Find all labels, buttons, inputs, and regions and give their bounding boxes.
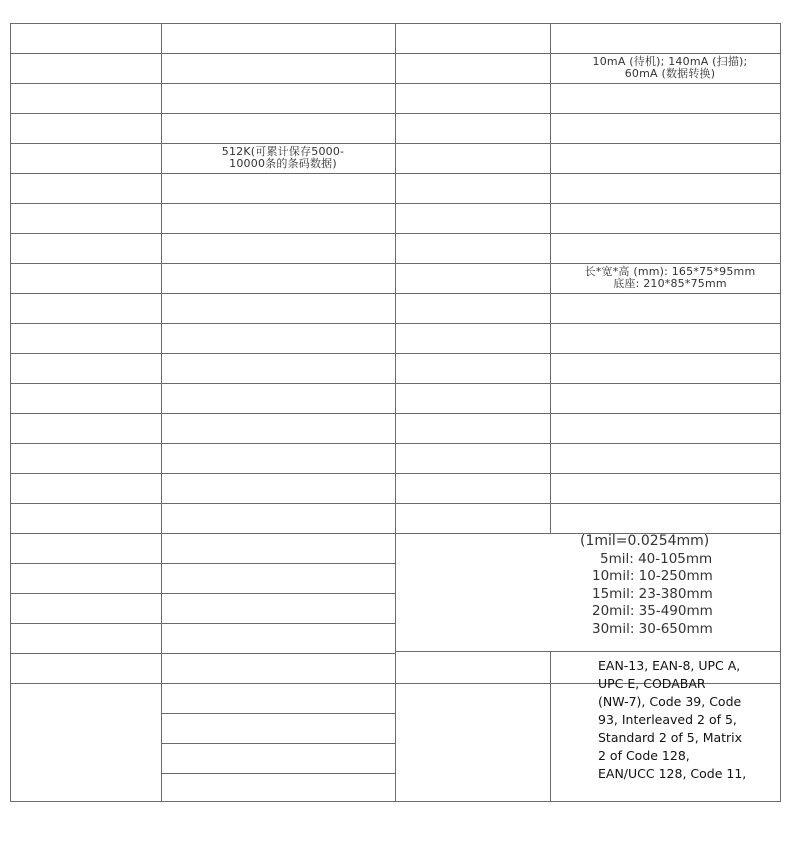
spec-value	[550, 293, 780, 323]
led-item	[161, 683, 395, 713]
spec-value	[161, 653, 395, 683]
spec-label	[395, 263, 550, 293]
spec-label	[10, 173, 161, 203]
led-item	[161, 713, 395, 743]
spec-value-line: 10mA (待机); 140mA (扫描);	[592, 55, 748, 68]
spec-label	[395, 323, 550, 353]
spec-label	[10, 353, 161, 383]
spec-label	[10, 23, 161, 53]
spec-label	[10, 653, 161, 683]
spec-value	[161, 293, 395, 323]
spec-label	[395, 233, 550, 263]
spec-value	[550, 233, 780, 263]
led-item	[161, 743, 395, 773]
spec-label	[10, 623, 161, 653]
spec-label	[10, 263, 161, 293]
spec-value	[161, 83, 395, 113]
spec-value	[550, 413, 780, 443]
spec-label	[395, 383, 550, 413]
spec-value-line: 60mA (数据转换)	[624, 67, 716, 80]
spec-value	[550, 143, 780, 173]
dof-line: (1mil=0.0254mm)	[580, 533, 710, 549]
spec-value	[161, 353, 395, 383]
spec-label	[395, 503, 550, 533]
spec-value	[550, 323, 780, 353]
spec-value	[161, 23, 395, 53]
table-rule-v	[780, 23, 781, 802]
spec-value-line: 底座: 210*85*75mm	[613, 277, 727, 290]
spec-label	[10, 293, 161, 323]
dof-line: 15mil: 23-380mm	[592, 585, 713, 602]
spec-label	[395, 203, 550, 233]
spec-label	[10, 413, 161, 443]
spec-label	[395, 23, 550, 53]
led-label	[10, 683, 161, 801]
spec-value-line: 10000条的条码数据)	[229, 157, 337, 170]
spec-value	[161, 383, 395, 413]
spec-value	[161, 233, 395, 263]
spec-value	[550, 263, 780, 293]
spec-value	[550, 473, 780, 503]
spec-label	[395, 473, 550, 503]
dof-line: 10mil: 10-250mm	[592, 568, 713, 584]
decode-line: EAN-13, EAN-8, UPC A,	[598, 658, 741, 673]
decode-label	[395, 651, 550, 801]
spec-value	[550, 203, 780, 233]
spec-value	[550, 173, 780, 203]
spec-value	[161, 623, 395, 653]
spec-label	[395, 113, 550, 143]
spec-value	[161, 503, 395, 533]
spec-label	[10, 143, 161, 173]
spec-value-line: 长*宽*高 (mm): 165*75*95mm	[584, 265, 756, 278]
spec-label	[395, 143, 550, 173]
dof-line: 20mil: 35-490mm	[592, 603, 713, 619]
spec-label	[395, 353, 550, 383]
spec-value	[550, 113, 780, 143]
spec-label	[10, 383, 161, 413]
table-rule-h	[161, 773, 396, 774]
spec-value	[161, 263, 395, 293]
spec-label	[10, 443, 161, 473]
spec-label	[10, 83, 161, 113]
decode-line: Standard 2 of 5, Matrix	[598, 730, 743, 745]
spec-label	[395, 53, 550, 83]
spec-value	[161, 173, 395, 203]
spec-label	[10, 113, 161, 143]
spec-label	[10, 203, 161, 233]
spec-label	[10, 323, 161, 353]
spec-value	[550, 503, 780, 533]
dof-values	[550, 533, 780, 651]
spec-label	[10, 473, 161, 503]
spec-label	[10, 563, 161, 593]
spec-label	[395, 173, 550, 203]
spec-label	[10, 503, 161, 533]
spec-label	[395, 413, 550, 443]
spec-value	[550, 23, 780, 53]
spec-label	[10, 593, 161, 623]
decode-values	[550, 651, 780, 801]
spec-value	[161, 443, 395, 473]
spec-label	[395, 293, 550, 323]
decode-line: EAN/UCC 128, Code 11,	[598, 766, 747, 781]
spec-label	[10, 53, 161, 83]
spec-value	[550, 383, 780, 413]
spec-value	[550, 83, 780, 113]
spec-label	[10, 233, 161, 263]
decode-line: UPC E, CODABAR	[598, 676, 706, 691]
spec-value	[161, 473, 395, 503]
spec-value	[550, 53, 780, 83]
spec-value	[161, 413, 395, 443]
spec-value	[161, 53, 395, 83]
spec-label	[395, 443, 550, 473]
dof-line: 30mil: 30-650mm	[592, 620, 713, 637]
dof-line: 5mil: 40-105mm	[600, 550, 713, 567]
spec-value	[550, 353, 780, 383]
spec-table	[10, 23, 780, 801]
spec-label	[10, 533, 161, 563]
spec-value	[161, 113, 395, 143]
spec-value	[161, 203, 395, 233]
decode-line: 2 of Code 128,	[598, 748, 690, 763]
dof-label	[395, 533, 550, 651]
decode-line: 93, Interleaved 2 of 5,	[598, 712, 737, 727]
spec-value-line: 512K(可累计保存5000-	[221, 145, 345, 158]
spec-value	[161, 143, 395, 173]
spec-value	[161, 323, 395, 353]
spec-value	[161, 593, 395, 623]
decode-line: (NW-7), Code 39, Code	[598, 694, 742, 709]
spec-value	[161, 533, 395, 563]
spec-label	[395, 83, 550, 113]
spec-value	[550, 443, 780, 473]
spec-value	[161, 563, 395, 593]
